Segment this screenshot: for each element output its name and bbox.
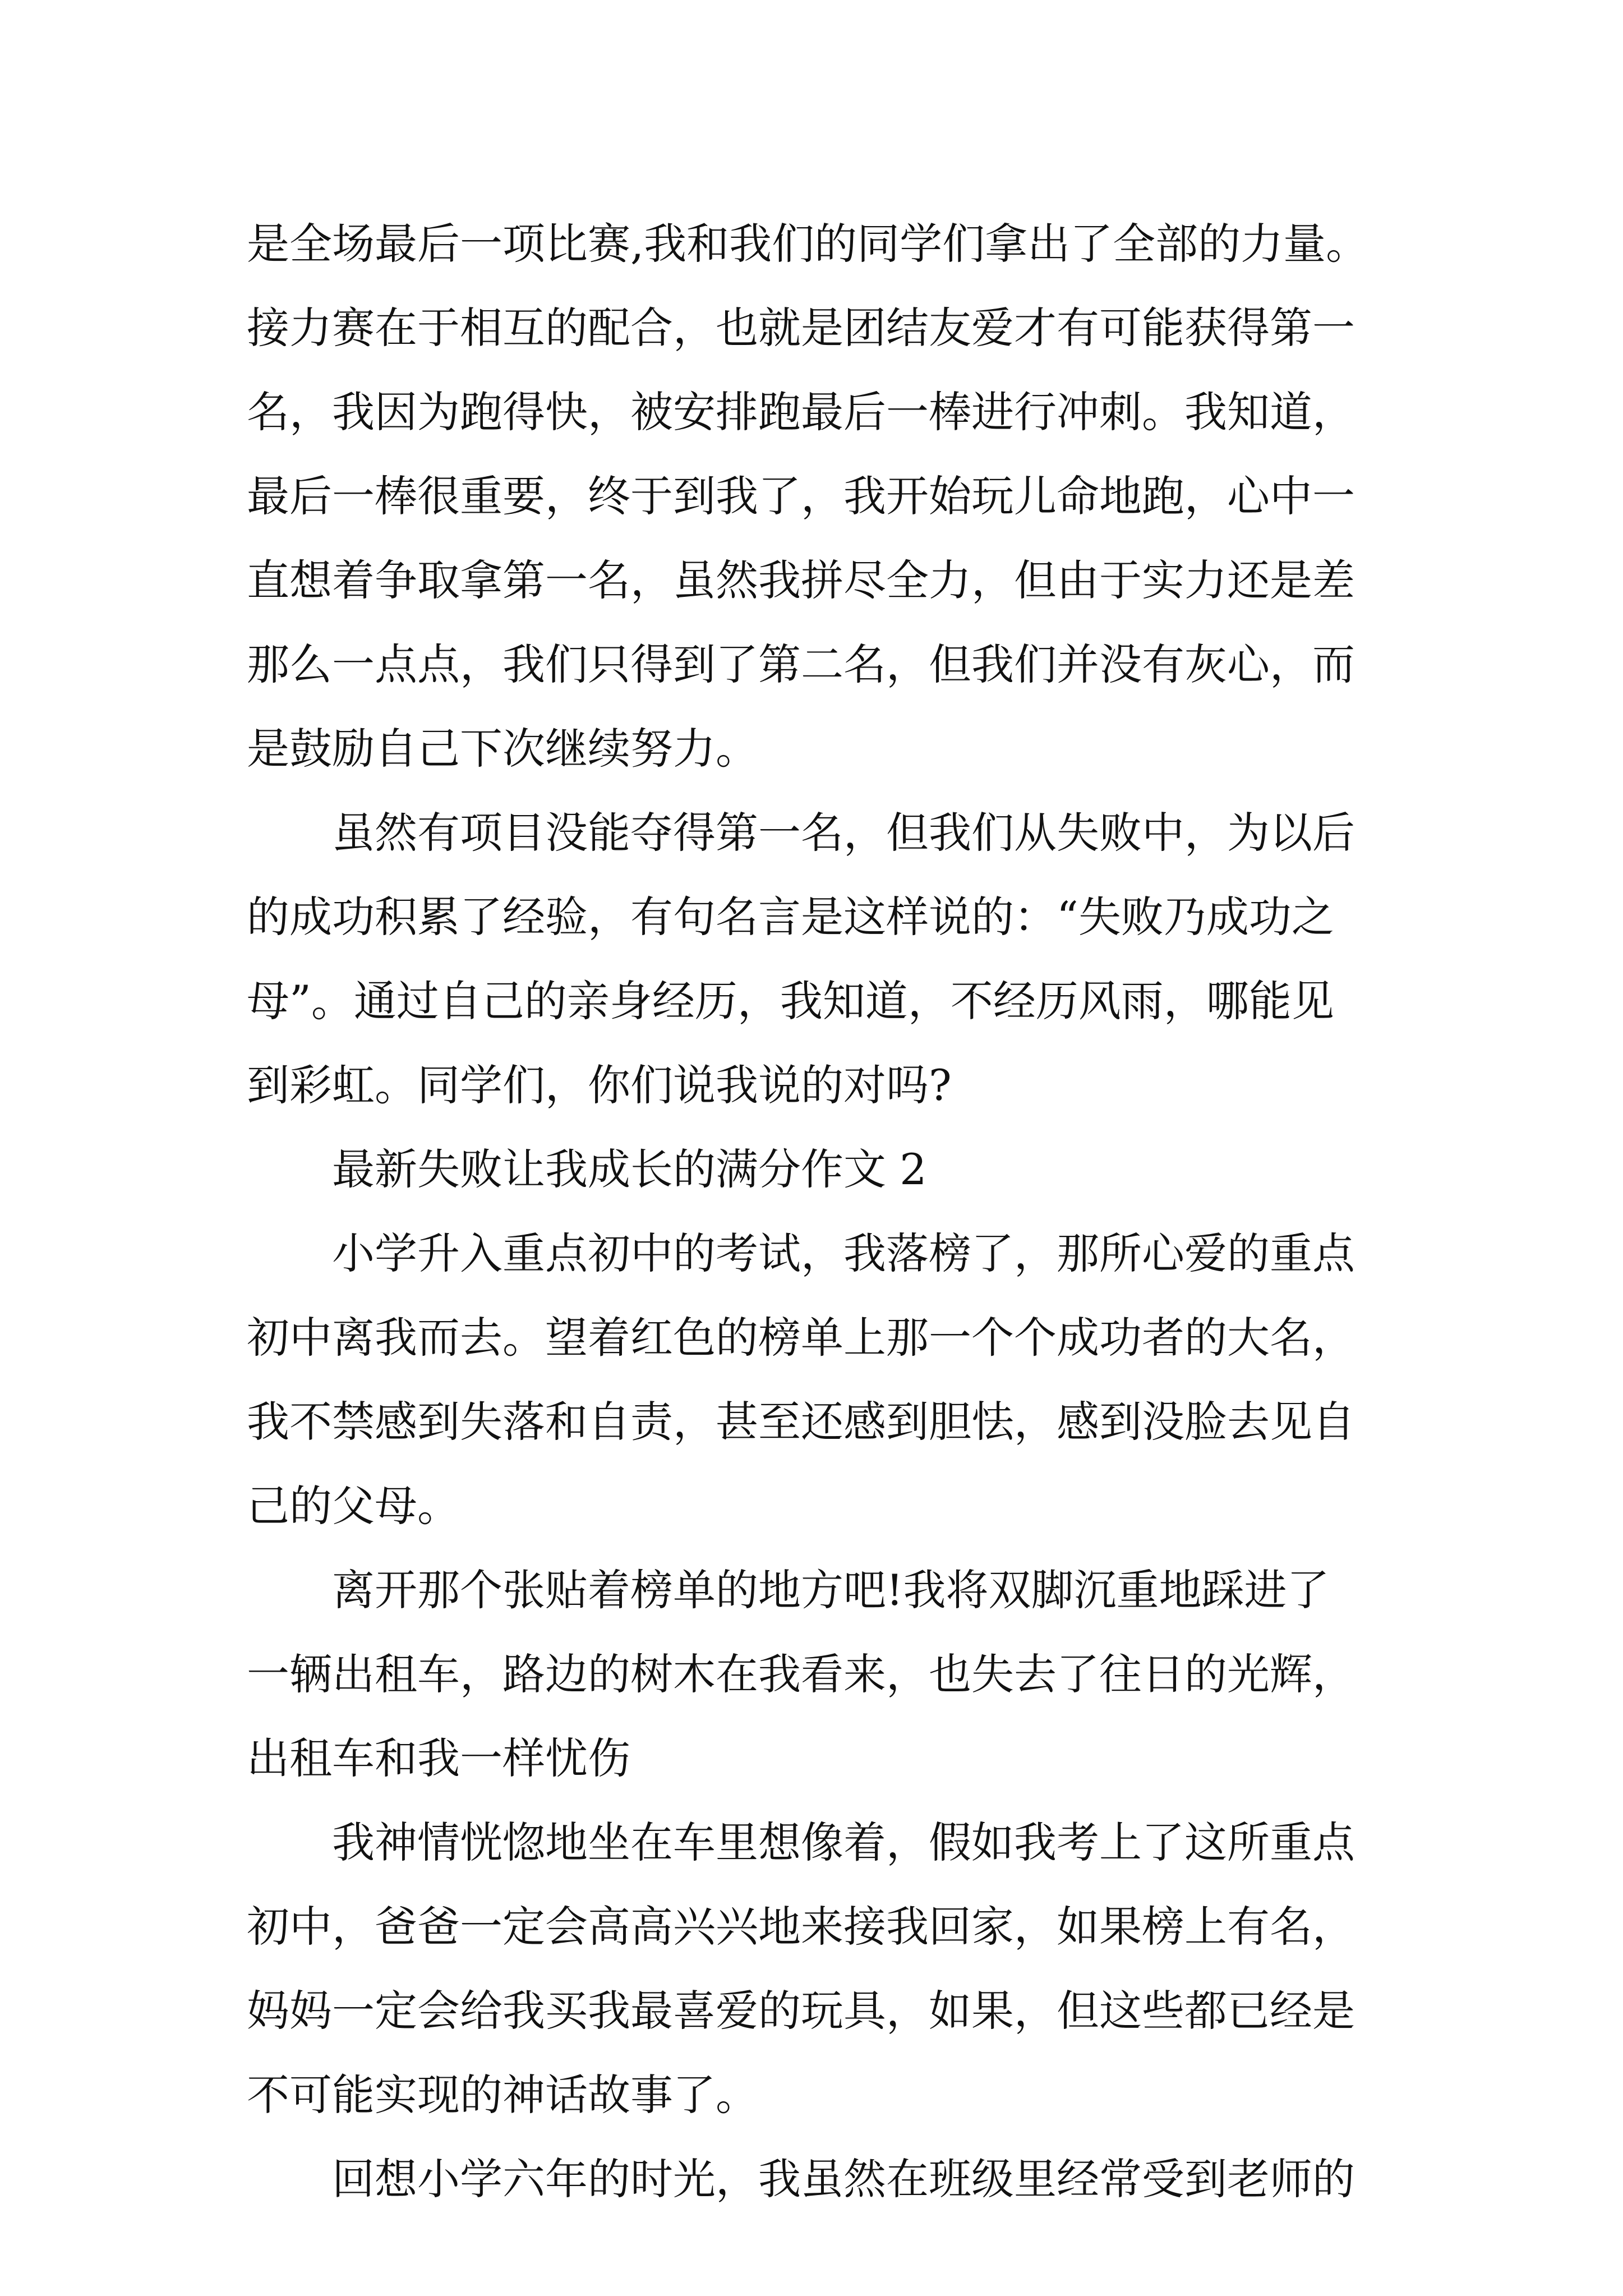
paragraph-1-line-2: 接力赛在于相互的配合，也就是团结友爱才有可能获得第一	[247, 303, 1355, 353]
paragraph-3-line-3: 我不禁感到失落和自责，甚至还感到胆怯，感到没脸去见自	[247, 1397, 1355, 1447]
paragraph-5-line-1: 我神情恍惚地坐在车里想像着，假如我考上了这所重点	[332, 1818, 1355, 1867]
paragraph-2-line-4: 到彩虹。同学们，你们说我说的对吗?	[247, 1060, 952, 1110]
paragraph-1-line-3: 名，我因为跑得快，被安排跑最后一棒进行冲刺。我知道，	[247, 387, 1355, 437]
paragraph-3-line-4: 己的父母。	[247, 1481, 460, 1531]
paragraph-1-line-7: 是鼓励自己下次继续努力。	[247, 724, 758, 774]
paragraph-1-line-4: 最后一棒很重要，终于到我了，我开始玩儿命地跑，心中一	[247, 471, 1355, 521]
essay-heading: 最新失败让我成长的满分作文 2	[332, 1144, 927, 1194]
paragraph-2-line-1: 虽然有项目没能夺得第一名，但我们从失败中，为以后	[332, 808, 1355, 858]
paragraph-3-line-1: 小学升入重点初中的考试，我落榜了，那所心爱的重点	[332, 1228, 1355, 1278]
paragraph-4-line-3: 出租车和我一样忧伤	[247, 1733, 630, 1783]
paragraph-1-line-1: 是全场最后一项比赛,我和我们的同学们拿出了全部的力量。	[247, 219, 1369, 269]
paragraph-5-line-3: 妈妈一定会给我买我最喜爱的玩具，如果，但这些都已经是	[247, 1986, 1355, 2036]
paragraph-4-line-1: 离开那个张贴着榜单的地方吧!我将双脚沉重地踩进了	[332, 1565, 1330, 1615]
paragraph-4-line-2: 一辆出租车，路边的树木在我看来，也失去了往日的光辉，	[247, 1649, 1355, 1699]
paragraph-2-line-2: 的成功积累了经验，有句名言是这样说的：“失败乃成功之	[247, 892, 1334, 942]
paragraph-5-line-4: 不可能实现的神话故事了。	[247, 2070, 758, 2120]
paragraph-2-line-3: 母”。通过自己的亲身经历，我知道，不经历风雨，哪能见	[247, 976, 1334, 1026]
paragraph-1-line-5: 直想着争取拿第一名，虽然我拼尽全力，但由于实力还是差	[247, 555, 1355, 605]
paragraph-3-line-2: 初中离我而去。望着红色的榜单上那一个个成功者的大名，	[247, 1313, 1355, 1363]
paragraph-6-line-1: 回想小学六年的时光，我虽然在班级里经常受到老师的	[332, 2154, 1355, 2204]
paragraph-5-line-2: 初中，爸爸一定会高高兴兴地来接我回家，如果榜上有名，	[247, 1902, 1355, 1952]
paragraph-1-line-6: 那么一点点，我们只得到了第二名，但我们并没有灰心，而	[247, 639, 1355, 689]
